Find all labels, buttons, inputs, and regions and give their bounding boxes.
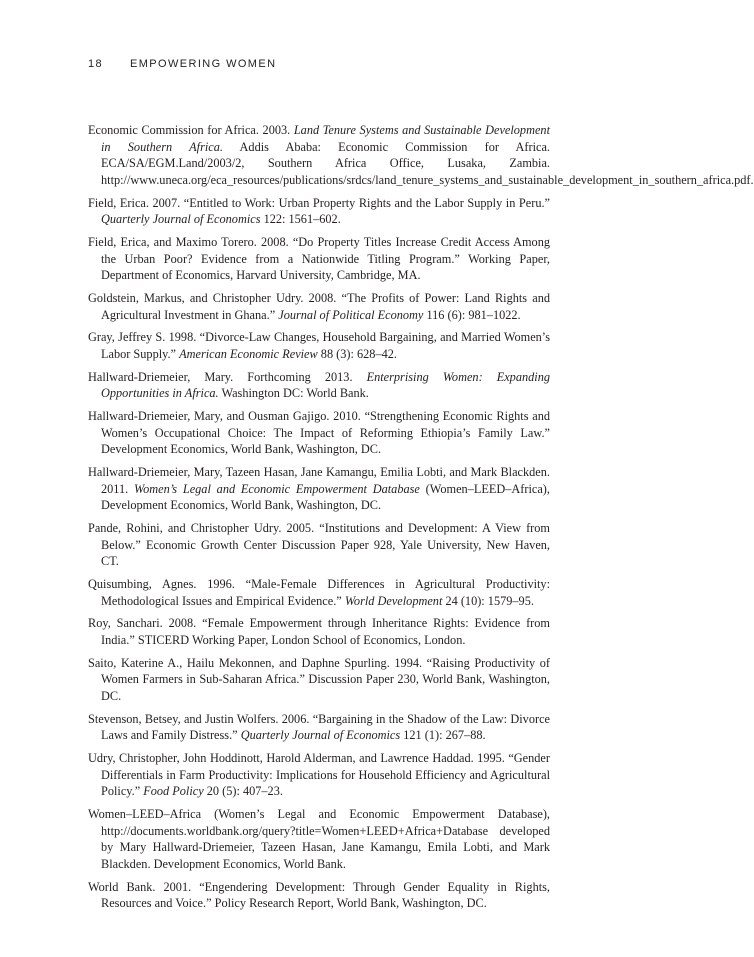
reference-text-after: 24 (10): 1579–95.	[442, 593, 534, 608]
reference-title-italic: American Economic Review	[179, 346, 318, 361]
running-header	[88, 58, 276, 70]
reference-text: Hallward-Driemeier, Mary, Tazeen Hasan, Jane Kamangu, Emilia Lobti, and Mark Blackden. 2011.	[88, 465, 550, 496]
reference-text: Pande, Rohini, and Christopher Udry. 2005. “Institutions and Development: A View from Below.” Economic Growth Center Discussion Paper 928, Yale University, New Haven, CT.	[88, 520, 550, 569]
reference-text-after: 20 (5): 407–23.	[203, 784, 283, 799]
reference-entry	[88, 408, 550, 458]
reference-title-italic: Food Policy	[143, 784, 204, 799]
reference-text: Field, Erica. 2007. “Entitled to Work: Urban Property Rights and the Labor Supply in Peru.”	[88, 195, 550, 210]
reference-text-after: Addis Ababa: Economic Commission for Africa. ECA/SA/EGM.Land/2003/2, Southern Africa Office, Lusaka, Zambia. http://www.uneca.org/eca_resources/publications/srdcs/land_tenure_systems_and_sustainable_development_in_southern_africa.pdf.	[101, 139, 754, 187]
reference-text-after: 122: 1561–602.	[260, 212, 341, 227]
reference-entry	[88, 711, 550, 744]
reference-text-after: 88 (3): 628–42.	[317, 346, 397, 361]
reference-entry	[88, 369, 550, 402]
reference-title-italic: Enterprising Women: Expanding Opportunities in Africa.	[101, 369, 550, 401]
reference-text: Hallward-Driemeier, Mary. Forthcoming 2013.	[88, 369, 367, 384]
reference-entry	[88, 122, 754, 188]
reference-text: Goldstein, Markus, and Christopher Udry. 2008. “The Profits of Power: Land Rights and Agricultural Investment in Ghana.”	[88, 290, 550, 322]
reference-title-italic: Quarterly Journal of Economics	[240, 728, 401, 743]
reference-entry	[88, 464, 550, 514]
reference-text: Saito, Katerine A., Hailu Mekonnen, and Daphne Spurling. 1994. “Raising Productivity of Women Farmers in Sub-Saharan Africa.” Discussion Paper 230, World Bank, Washington, DC.	[88, 655, 550, 703]
reference-text: Stevenson, Betsey, and Justin Wolfers. 2006. “Bargaining in the Shadow of the Law: Divorce Laws and Family Distress.”	[88, 711, 550, 743]
reference-text-after: (Women–LEED–Africa), Development Economics, World Bank, Washington, DC.	[101, 481, 550, 513]
reference-text: Field, Erica, and Maximo Torero. 2008. “Do Property Titles Increase Credit Access Among the Urban Poor? Evidence from a Nationwide Titling Program.” Working Paper, Department of Economics, Harvard University, Cambridge, MA.	[88, 234, 550, 283]
reference-entry	[88, 750, 550, 800]
reference-text: Udry, Christopher, John Hoddinott, Harold Alderman, and Lawrence Haddad. 1995. “Gender Differentials in Farm Productivity: Implications for Household Efficiency and Agricultural Policy.”	[88, 751, 550, 799]
reference-entry	[88, 806, 550, 872]
reference-title-italic: Land Tenure Systems and Sustainable Development in Southern Africa.	[101, 123, 550, 154]
reference-text-after: 116 (6): 981–1022.	[423, 307, 521, 322]
reference-entry	[88, 615, 550, 648]
reference-text-after: 121 (1): 267–88.	[400, 728, 486, 743]
reference-text: Hallward-Driemeier, Mary, and Ousman Gajigo. 2010. “Strengthening Economic Rights and Women’s Occupational Choice: The Impact of Reforming Ethiopia’s Family Law.” Development Economics, World Bank, Washington, DC.	[88, 409, 550, 457]
reference-entry	[88, 520, 550, 570]
reference-entry	[88, 329, 550, 362]
page-number: 18	[88, 58, 104, 70]
reference-title-italic: Journal of Political Economy	[278, 307, 424, 322]
reference-entry	[88, 290, 550, 323]
reference-text: World Bank. 2001. “Engendering Development: Through Gender Equality in Rights, Resources and Voice.” Policy Research Report, World Bank, Washington, DC.	[88, 879, 550, 911]
reference-entry	[88, 879, 550, 912]
reference-text: Gray, Jeffrey S. 1998. “Divorce-Law Changes, Household Bargaining, and Married Women’s Labor Supply.”	[88, 330, 550, 361]
reference-title-italic: World Development	[344, 593, 443, 608]
reference-title-italic: Quarterly Journal of Economics	[101, 212, 261, 227]
reference-entry	[88, 234, 550, 284]
reference-text: Economic Commission for Africa. 2003.	[88, 123, 294, 137]
reference-text-after: Washington DC: World Bank.	[218, 386, 369, 401]
reference-entry	[88, 195, 550, 228]
reference-text: Women–LEED–Africa (Women’s Legal and Economic Empowerment Database), http://documents.worldbank.org/query?title=Women+LEED+Africa+Database developed by Mary Hallward-Driemeier, Tazeen Hasan, Jane Kamangu, Emila Lobti, and Mark Blackden. Development Economics, World Bank.	[88, 807, 550, 871]
reference-text: Roy, Sanchari. 2008. “Female Empowerment through Inheritance Rights: Evidence from India.” STICERD Working Paper, London School of Economics, London.	[88, 616, 550, 647]
running-title: EMPOWERING WOMEN	[130, 58, 277, 70]
reference-text: Quisumbing, Agnes. 1996. “Male-Female Differences in Agricultural Productivity: Methodological Issues and Empirical Evidence.”	[88, 576, 550, 608]
reference-entry	[88, 655, 550, 705]
reference-list	[88, 122, 754, 918]
reference-title-italic: Women’s Legal and Economic Empowerment Database	[134, 481, 420, 496]
reference-entry	[88, 576, 550, 609]
